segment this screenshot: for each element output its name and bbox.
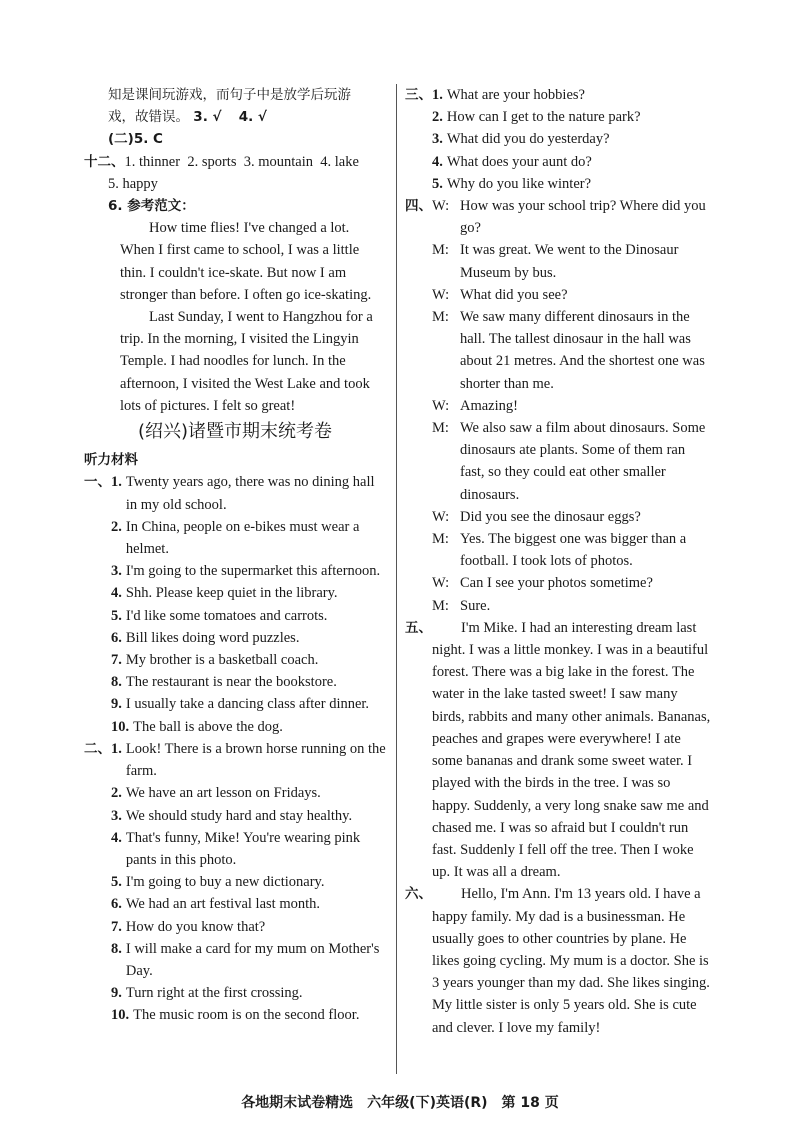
section-3-label: 三、 [405, 87, 432, 103]
section-5 [405, 617, 711, 883]
listening-item [111, 871, 386, 893]
speaker: W: [432, 286, 450, 303]
item-text: How can I get to the nature park? [446, 109, 641, 126]
item-number: 1. [111, 740, 122, 757]
item-text: I'd like some tomatoes and carrots. [125, 607, 328, 624]
item-text: I'm going to buy a new dictionary. [125, 874, 325, 891]
listening-item [111, 693, 386, 715]
item-text: The music room is on the second floor. [133, 1007, 360, 1024]
item-number: 5. [111, 607, 122, 624]
item-number: 8. [111, 674, 122, 691]
item-text: Turn right at the first crossing. [125, 985, 303, 1002]
answer-item: 1. thinner [124, 153, 181, 170]
listening-item [111, 582, 386, 604]
listening-item [111, 516, 386, 560]
item-number: 4. [432, 153, 443, 170]
column-divider [396, 84, 397, 1074]
speaker: W: [432, 575, 450, 592]
section-2 [84, 738, 386, 1027]
item-text: Look! There is a brown horse running on the farm. [125, 740, 386, 780]
speaker: M: [432, 531, 449, 548]
section-3 [405, 84, 711, 195]
item-text: We should study hard and stay healthy. [125, 807, 353, 824]
dialogue-line [432, 195, 711, 239]
section-12-answers [125, 151, 387, 173]
question-item [432, 173, 711, 195]
item-text: I usually take a dancing class after dinner. [125, 696, 370, 713]
item-text: What did you do yesterday? [446, 131, 610, 148]
item-text: I will make a card for my mum on Mother's Day. [125, 940, 380, 979]
dialogue-text: Amazing! [460, 397, 518, 414]
section-12-label: 十二、 [84, 153, 125, 170]
dialogue-line [432, 595, 711, 617]
item-number: 7. [111, 652, 122, 669]
question-item [432, 128, 711, 150]
section-6-passage: Hello, I'm Ann. I'm 13 years old. I have a happy family. My dad is a businessman. He usually goes to other countries by plane. He likes going cycling. My mum is a doctor. She is 3 years younger than my dad. She likes singing. My little sister is only 5 years old. She is cute and clever. I love my family! [432, 886, 710, 1036]
item-text: Shh. Please keep quiet in the library. [125, 585, 338, 602]
explanation-text: 戏，故错误。 [108, 109, 189, 126]
listening-item [111, 1004, 386, 1026]
item-number: 3. [432, 131, 443, 148]
dialogue-line [432, 284, 711, 306]
page-footer: 各地期末试卷精选 六年级(下)英语(R) 第 18 页 [241, 1095, 559, 1111]
item-number: 4. [111, 829, 122, 846]
item-number: 2. [111, 518, 122, 535]
listening-heading: 听力材料 [84, 452, 138, 469]
item-text: Bill likes doing word puzzles. [125, 629, 300, 646]
explanation-line-1: 知是课间玩游戏，而句子中是放学后玩游 [108, 87, 351, 103]
speaker: M: [432, 242, 449, 259]
left-column [84, 84, 386, 1027]
section-6 [405, 883, 711, 1038]
item-number: 10. [111, 718, 130, 735]
sample-essay-label: 6. 参考范文： [108, 198, 195, 215]
item-text: We have an art lesson on Fridays. [125, 785, 321, 802]
listening-item [111, 649, 386, 671]
item-number: 5. [111, 874, 122, 891]
item-text: Twenty years ago, there was no dining hall in my old school. [125, 474, 375, 513]
dialogue-text: We saw many different dinosaurs in the hall. The tallest dinosaur in the hall was about 21 metres. And the shortest one was shorter than me. [460, 309, 705, 392]
exam-title: (绍兴)诸暨市期末统考卷 [137, 421, 333, 443]
continued-explanation [84, 84, 386, 128]
listening-item [111, 805, 386, 827]
item-number: 7. [111, 918, 122, 935]
dialogue-line [432, 239, 711, 283]
dialogue-line [432, 572, 711, 594]
dialogue-text: Can I see your photos sometime? [460, 575, 653, 592]
item-text: That's funny, Mike! You're wearing pink pants in this photo. [125, 829, 361, 868]
speaker: M: [432, 597, 449, 614]
speaker: M: [432, 309, 449, 326]
listening-item [111, 782, 386, 804]
answer-item-5: 5. happy [108, 175, 158, 192]
item-text: In China, people on e-bikes must wear a helmet. [125, 518, 360, 558]
dialogue-line [432, 506, 711, 528]
item-text: I'm going to the supermarket this afternoon. [125, 563, 381, 580]
listening-item [111, 471, 386, 515]
section-1 [84, 471, 386, 737]
dialogue-text: Yes. The biggest one was bigger than a football. I took lots of photos. [460, 531, 687, 570]
dialogue-line [432, 306, 711, 395]
item-number: 3. [111, 807, 122, 824]
answer-item: 4. lake [320, 153, 359, 170]
listening-item [111, 827, 386, 871]
answer-item: 3. mountain [243, 153, 314, 170]
listening-item [111, 982, 386, 1004]
section-1-label: 一、 [84, 474, 111, 491]
item-number: 4. [111, 585, 122, 602]
dialogue-text: How was your school trip? Where did you go? [460, 198, 706, 237]
sample-essay [84, 217, 386, 417]
dialogue-text: Did you see the dinosaur eggs? [460, 508, 641, 525]
item-number: 6. [111, 629, 122, 646]
speaker: W: [432, 397, 450, 414]
section-5-passage: I'm Mike. I had an interesting dream last night. I was a little monkey. I was in a beautiful forest. There was a big lake in the forest. The water in the lake tasted sweet! I saw many birds, rabbits and many other animals. Bananas, peaches and grapes were everywhere! I ate some bananas and drank some sweet water. I played with the birds in the tree. I was so happy. Suddenly, a very long snake saw me and chased me. I was so afraid but I couldn't run fast. Suddenly I fell off the tree. Then I woke up. It was all a dream. [432, 619, 711, 881]
item-number: 2. [432, 109, 443, 126]
item-number: 6. [111, 896, 122, 913]
item-number: 9. [111, 696, 122, 713]
dialogue-text: What did you see? [460, 286, 568, 303]
dialogue-line [432, 417, 711, 506]
section-12 [84, 151, 386, 173]
section-5-label: 五、 [405, 619, 432, 636]
item-number: 2. [111, 785, 122, 802]
question-item [432, 106, 711, 128]
listening-item [111, 893, 386, 915]
dialogue-text: Sure. [460, 597, 491, 614]
listening-item [111, 738, 386, 782]
essay-paragraph-1: How time flies! I've changed a lot. When I first came to school, I was a little thin. I couldn't ice-skate. But now I am stronger than before. I often go ice-skating. [120, 220, 372, 303]
section-4 [405, 195, 711, 617]
listening-item [111, 605, 386, 627]
answer-4: 4. √ [238, 109, 267, 126]
sub-answer-5: (二)5. C [108, 131, 163, 148]
dialogue-text: It was great. We went to the Dinosaur Museum by bus. [460, 242, 679, 281]
section-2-list [111, 738, 386, 1027]
item-text: What does your aunt do? [446, 153, 592, 170]
item-text: Why do you like winter? [446, 175, 592, 192]
dialogue-line [432, 395, 711, 417]
item-number: 5. [432, 175, 443, 192]
speaker: W: [432, 508, 450, 525]
section-3-list [432, 84, 711, 195]
item-number: 3. [111, 563, 122, 580]
dialogue-line [432, 528, 711, 572]
item-text: My brother is a basketball coach. [125, 652, 319, 669]
speaker: M: [432, 420, 449, 437]
listening-item [111, 671, 386, 693]
question-item [432, 151, 711, 173]
speaker: W: [432, 198, 450, 215]
item-text: How do you know that? [125, 918, 266, 935]
section-6-label: 六、 [405, 886, 432, 903]
item-number: 10. [111, 1007, 130, 1024]
listening-item [111, 560, 386, 582]
essay-paragraph-2: Last Sunday, I went to Hangzhou for a trip. In the morning, I visited the Lingyin Temple. I had noodles for lunch. In the afternoon, I visited the West Lake and took lots of pictures. I felt so great! [120, 309, 373, 414]
listening-item [111, 938, 386, 982]
item-text: The restaurant is near the bookstore. [125, 674, 337, 691]
question-item [432, 84, 711, 106]
section-2-label: 二、 [84, 740, 111, 757]
item-number: 1. [432, 87, 443, 103]
section-1-list [111, 471, 386, 737]
answer-item: 2. sports [187, 153, 237, 170]
listening-item [111, 716, 386, 738]
section-4-label: 四、 [405, 198, 432, 215]
item-number: 1. [111, 474, 122, 491]
item-text: We had an art festival last month. [125, 896, 320, 913]
answer-3: 3. √ [193, 109, 222, 126]
item-text: The ball is above the dog. [133, 718, 283, 735]
dialogue-text: We also saw a film about dinosaurs. Some dinosaurs ate plants. Some of them ran fast, so they could eat other smaller dinosaurs. [460, 420, 706, 503]
right-column [405, 84, 711, 1039]
item-number: 8. [111, 940, 122, 957]
listening-item [111, 627, 386, 649]
dialogue [432, 195, 711, 617]
listening-item [111, 916, 386, 938]
item-text: What are your hobbies? [446, 87, 585, 103]
explanation-line-2 [108, 106, 386, 128]
item-number: 9. [111, 985, 122, 1002]
